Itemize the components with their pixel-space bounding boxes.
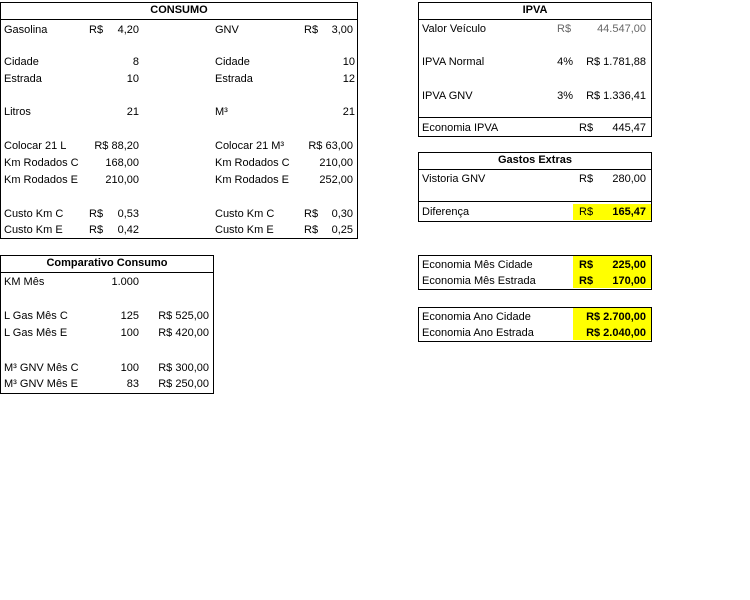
ipva-title: IPVA bbox=[419, 3, 651, 20]
cell: Colocar 21 L bbox=[4, 140, 67, 152]
cell: KM Mês bbox=[4, 276, 45, 288]
cell: IPVA Normal bbox=[422, 56, 485, 68]
row-estrada bbox=[1, 71, 357, 87]
cell: GNV bbox=[215, 24, 239, 36]
cell: R$ 1.336,41 bbox=[586, 90, 646, 102]
economia-ano-table bbox=[418, 307, 652, 342]
cell: M³ GNV Mês C bbox=[4, 362, 79, 374]
cell: Km Rodados C bbox=[215, 157, 290, 169]
cell: Diferença bbox=[422, 206, 470, 218]
ipva-table bbox=[418, 2, 652, 137]
row-l-gas-c bbox=[1, 308, 213, 324]
cell: 280,00 bbox=[612, 173, 646, 185]
cell: M³ GNV Mês E bbox=[4, 378, 78, 390]
cell: R$ bbox=[304, 224, 319, 236]
row-litros bbox=[1, 104, 357, 120]
cell: R$ 63,00 bbox=[308, 140, 353, 152]
cell: 100 bbox=[120, 327, 139, 339]
cell: R$ bbox=[579, 173, 594, 185]
cell: Economia Ano Cidade bbox=[422, 311, 531, 323]
cell: R$ bbox=[557, 23, 572, 35]
cell: 1.000 bbox=[111, 276, 139, 288]
cell: R$ bbox=[89, 208, 104, 220]
cell: Km Rodados E bbox=[215, 174, 289, 186]
cell: 165,47 bbox=[612, 206, 646, 218]
cell: M³ bbox=[215, 106, 228, 118]
row-m3-gnv-c bbox=[1, 360, 213, 376]
row-vistoria bbox=[419, 171, 651, 187]
row-custo-e bbox=[1, 222, 357, 238]
cell: 83 bbox=[126, 378, 139, 390]
cell: Valor Veículo bbox=[422, 23, 487, 35]
row-km-c bbox=[1, 155, 357, 171]
cell: R$ 300,00 bbox=[158, 362, 209, 374]
cell: Custo Km C bbox=[4, 208, 64, 220]
cell: 12 bbox=[342, 73, 355, 85]
cell: Litros bbox=[4, 106, 31, 118]
cell: 100 bbox=[120, 362, 139, 374]
cell: 225,00 bbox=[612, 259, 646, 271]
cell: R$ 1.781,88 bbox=[586, 56, 646, 68]
cell: 8 bbox=[132, 56, 139, 68]
row-gasolina-gnv bbox=[1, 22, 357, 38]
cell: R$ bbox=[579, 275, 594, 287]
consumo-table bbox=[0, 2, 358, 239]
comparativo-table bbox=[0, 255, 214, 394]
row-l-gas-e bbox=[1, 325, 213, 341]
cell: Custo Km C bbox=[215, 208, 275, 220]
cell: Km Rodados C bbox=[4, 157, 79, 169]
cell: R$ bbox=[304, 208, 319, 220]
cell: R$ bbox=[89, 24, 104, 36]
cell: 3% bbox=[557, 90, 573, 102]
cell: 445,47 bbox=[612, 122, 646, 134]
cell: Custo Km E bbox=[4, 224, 63, 236]
cell: 21 bbox=[126, 106, 139, 118]
cell: 210,00 bbox=[319, 157, 353, 169]
row-economia-mes-estrada bbox=[419, 273, 651, 289]
cell: Economia Mês Estrada bbox=[422, 275, 536, 287]
gastos-extras-table bbox=[418, 152, 652, 222]
cell: R$ bbox=[579, 259, 594, 271]
cell: 4,20 bbox=[117, 24, 139, 36]
cell: 170,00 bbox=[612, 275, 646, 287]
row-economia-ipva bbox=[419, 120, 651, 136]
cell: Estrada bbox=[4, 73, 42, 85]
economia-mes-table bbox=[418, 255, 652, 290]
divider bbox=[419, 201, 651, 202]
cell: 168,00 bbox=[105, 157, 139, 169]
cell: R$ 420,00 bbox=[158, 327, 209, 339]
consumo-title: CONSUMO bbox=[1, 3, 357, 20]
row-valor-veiculo bbox=[419, 21, 651, 37]
cell: R$ bbox=[579, 122, 594, 134]
cell: R$ 525,00 bbox=[158, 310, 209, 322]
cell: 0,53 bbox=[117, 208, 139, 220]
row-custo-c bbox=[1, 206, 357, 222]
row-diferenca bbox=[419, 204, 651, 220]
cell: Economia Mês Cidade bbox=[422, 259, 533, 271]
cell: 44.547,00 bbox=[597, 23, 646, 35]
cell: Vistoria GNV bbox=[422, 173, 486, 185]
cell: Estrada bbox=[215, 73, 253, 85]
cell: Cidade bbox=[4, 56, 39, 68]
cell: R$ bbox=[579, 206, 594, 218]
row-cidade bbox=[1, 54, 357, 70]
cell: 4% bbox=[557, 56, 573, 68]
cell: Economia Ano Estrada bbox=[422, 327, 534, 339]
cell: R$ 88,20 bbox=[94, 140, 139, 152]
row-km-e bbox=[1, 172, 357, 188]
cell: R$ 2.700,00 bbox=[586, 311, 646, 323]
cell: R$ bbox=[89, 224, 104, 236]
cell: Gasolina bbox=[4, 24, 48, 36]
cell: R$ bbox=[304, 24, 319, 36]
divider bbox=[419, 117, 651, 118]
cell: IPVA GNV bbox=[422, 90, 473, 102]
cell: 10 bbox=[342, 56, 355, 68]
row-economia-ano-cidade bbox=[419, 309, 651, 325]
cell: 3,00 bbox=[331, 24, 353, 36]
cell: Economia IPVA bbox=[422, 122, 499, 134]
cell: 10 bbox=[126, 73, 139, 85]
cell: 0,30 bbox=[331, 208, 353, 220]
cell: 0,25 bbox=[331, 224, 353, 236]
cell: Custo Km E bbox=[215, 224, 274, 236]
cell: Cidade bbox=[215, 56, 250, 68]
row-colocar bbox=[1, 138, 357, 154]
cell: Colocar 21 M³ bbox=[215, 140, 285, 152]
cell: L Gas Mês C bbox=[4, 310, 68, 322]
row-m3-gnv-e bbox=[1, 376, 213, 392]
cell: L Gas Mês E bbox=[4, 327, 68, 339]
row-km-mes bbox=[1, 274, 213, 290]
comparativo-title: Comparativo Consumo bbox=[1, 256, 213, 273]
cell: 125 bbox=[120, 310, 139, 322]
row-ipva-normal bbox=[419, 54, 651, 70]
cell: 21 bbox=[342, 106, 355, 118]
cell: R$ 2.040,00 bbox=[586, 327, 646, 339]
row-ipva-gnv bbox=[419, 88, 651, 104]
cell: 0,42 bbox=[117, 224, 139, 236]
cell: 210,00 bbox=[105, 174, 139, 186]
row-economia-mes-cidade bbox=[419, 257, 651, 273]
cell: Km Rodados E bbox=[4, 174, 78, 186]
cell: 252,00 bbox=[319, 174, 353, 186]
gastos-title: Gastos Extras bbox=[419, 153, 651, 170]
cell: R$ 250,00 bbox=[158, 378, 209, 390]
row-economia-ano-estrada bbox=[419, 325, 651, 341]
